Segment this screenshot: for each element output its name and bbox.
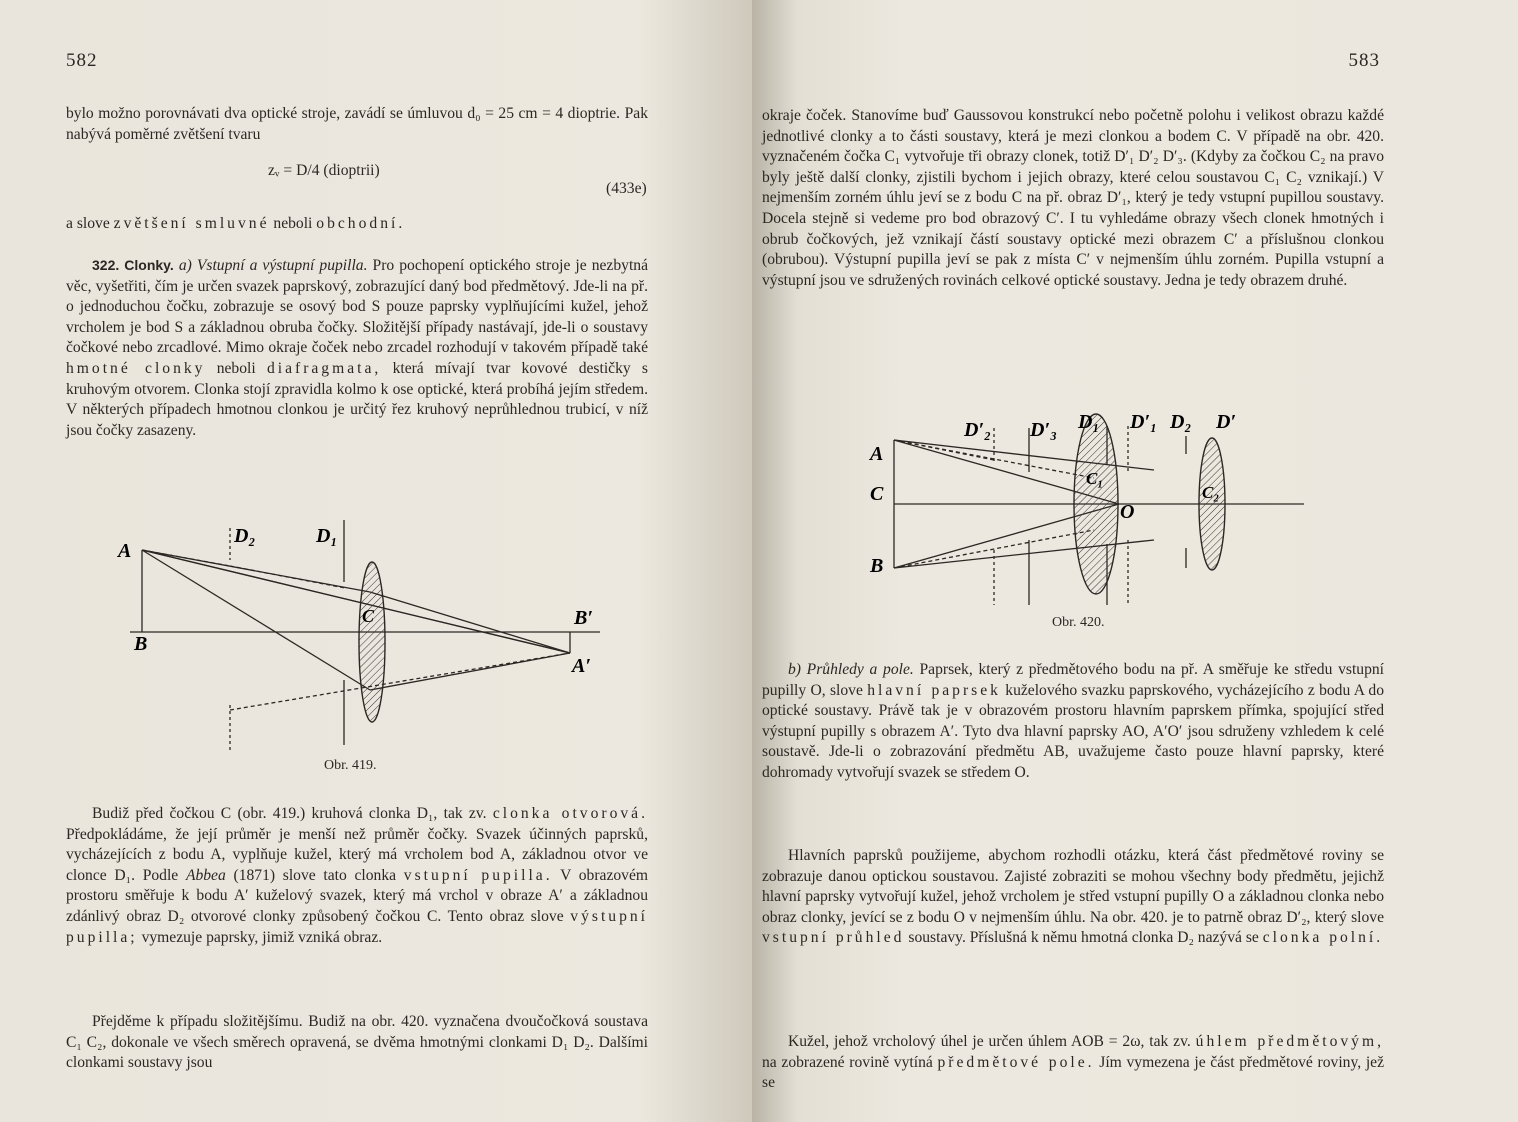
section-322: 322. Clonky. a) Vstupní a výstupní pupilla. Pro pochopení optického stroje je nezbytná věc, vyšetřiti, čím je určen svazek paprskový, zobrazující daný bod předmětový. Jde-li na př. o jednoduchou čočku, zobrazuje se osový bod S pouze paprsky vyplňujícími kužel, jehož vrcholem je bod S a základnou obruba čočky. Složitější případy nastávají, jde-li o soustavy čočkové nebo zrcadlové. Mimo okraje čoček nebo zrcadel rozhodují v takovém případě také hmotné clonky neboli diafragmata, která mívají tvar kovové destičky s kruhovým otvorem. Clonka stojí zpravidla kolmo k ose optické, která probíhá jejím středem. V některých případech hmotnou clonkou je určitý řez kruhový neprůhlednou trubicí, v níž jsou čočky zasazeny. bbox=[66, 257, 648, 439]
lens-c1 bbox=[1074, 414, 1118, 594]
left-page bbox=[0, 0, 752, 1122]
figure-420 bbox=[864, 400, 1324, 620]
label-d1: D₁ bbox=[316, 525, 338, 547]
label-d2: D₂ bbox=[1170, 411, 1192, 433]
right-para-1: okraje čoček. Stanovíme buď Gaussovou konstrukcí nebo početně polohu i velikost obrazu každé jednotlivé clonky a to části soustavy, která je mezi clonkou a bodem C. V případě na obr. 420. vyznačeném čočka C₁ vytvořuje tři obrazy clonek, totiž D′₁ D′₂ D′₃. (Kdyby za čočkou C₂ na pravo byly ještě další clonky, zjistili bychom i jejich obrazy, které celou soustavou C₁ C₂ vznikají.) V nejmenším zorném úhlu jeví se z bodu C na př. obraz D′₁, který je tedy vstupní pupillou soustavy. Docela stejně si vedeme pro bod obrazový C′. I tu vyhledáme obrazy všech clonek hmotných i obrub čočkových, jež vznikají částí soustavy optické mezi obrazem C′ a příslušnou clonkou (obrubou). Výstupní pupilla jeví se pak z místa C′ v nejmenším úhlu zorném. Pupilla vstupní a výstupní jsou ve sdružených rovinách celkové optické soustavy. Jedna je tedy obrazem druhé. bbox=[762, 107, 1384, 289]
left-para-5: Přejděme k případu složitějšímu. Budiž na obr. 420. vyznačena dvoučočková soustava C₁ C₂, dokonale ve všech směrech opravená, se dvěma hmotnými clonkami D₁ D₂. Dalšími clonkami soustavy jsou bbox=[66, 1013, 648, 1072]
lens-c2 bbox=[1199, 438, 1225, 570]
label-c2: C₂ bbox=[1202, 483, 1220, 502]
lens-c bbox=[359, 562, 385, 722]
label-d1: D₁ bbox=[1078, 411, 1100, 433]
label-dp1: D′₁ bbox=[1130, 411, 1158, 433]
label-b: B bbox=[134, 633, 148, 655]
page-number-right: 583 bbox=[1348, 50, 1380, 71]
left-para-2: a slove zvětšení smluvné neboli obchodní. bbox=[66, 215, 406, 232]
label-a: A bbox=[870, 443, 884, 465]
label-b: B bbox=[870, 555, 884, 577]
label-c: C bbox=[870, 483, 884, 505]
left-para-4: Budiž před čočkou C (obr. 419.) kruhová clonka D₁, tak zv. clonka otvorová. Předpokládáme, že její průměr je menší než průměr čočky. Svazek účinných paprsků, vycházejících z bodu A, vyplňuje kužel, který má vrcholem bod A, základnou otvor ve clonce D₁. Podle Abbea (1871) slove tato clonka vstupní pupilla. V obrazovém prostoru směřuje k bodu A′ kuželový svazek, který má vrchol v obraze A′ a základnou zdánlivý obraz D₂ otvorové clonky způsobený čočkou C. Tento obraz slove výstupní pupilla; vymezuje paprsky, jimiž vzniká obraz. bbox=[66, 805, 649, 946]
label-dp3: D′₃ bbox=[1030, 419, 1058, 441]
page-number-left: 582 bbox=[66, 50, 98, 71]
left-para-1: bylo možno porovnávati dva optické stroje, zavádí se úmluvou d₀ = 25 cm = 4 dioptrie. Pak nabývá poměrné zvětšení tvaru bbox=[66, 105, 648, 143]
right-page bbox=[752, 0, 1518, 1122]
label-dp: D′ bbox=[1216, 411, 1237, 433]
label-d2: D₂ bbox=[234, 525, 256, 547]
right-para-2: b) Průhledy a pole. Paprsek, který z předmětového bodu na př. A směřuje ke středu vstupní pupilly O, slove hlavní paprsek kuželového svazku paprskového, vycházejícího z bodu A do optické soustavy. Právě tak je v obrazovém prostoru hlavním paprskem přímka, spojující střed výstupní pupilly s obrazem A′. Tyto dva hlavní paprsky AO, A′O′ jsou sdruženy vzhledem k celé soustavě. Jde-li o zobrazování předmětu AB, uvažujeme často pouze hlavní paprsky, které dohromady vytvořují svazek se středem O. bbox=[762, 661, 1384, 781]
section-subheading: a) Vstupní a výstupní pupilla. bbox=[178, 257, 368, 274]
equation: zᵥ = D/4 (dioptrii) bbox=[268, 162, 380, 179]
right-para-4: Kužel, jehož vrcholový úhel je určen úhlem AOB = 2ω, tak zv. úhlem předmětovým, na zobrazené rovině vytíná předmětové pole. Jím vymezena je část předmětové roviny, jež se bbox=[762, 1033, 1384, 1092]
right-para-3: Hlavních paprsků použijeme, abychom rozhodli otázku, která část předmětové roviny se zobrazuje danou optickou soustavou. Zajisté zobraziti se mohou všechny body předmětu, jejichž hlavní paprsky vytvořují kužel, jehož vrcholem je střed vstupní pupilly O a základnou clonka nebo obraz clonky, jevící se z bodu O v nejmenším úhlu. Na obr. 420. je to patrně obraz D′₂, který slove vstupní průhled soustavy. Příslušná k němu hmotná clonka D₂ nazývá se clonka polní. bbox=[762, 847, 1384, 947]
section-heading: 322. Clonky. bbox=[92, 257, 174, 273]
label-a-prime: A′ bbox=[572, 655, 591, 677]
equation-number: (433e) bbox=[606, 180, 647, 197]
label-o: O bbox=[1120, 501, 1135, 523]
label-b-prime: B′ bbox=[574, 607, 593, 629]
label-c1: C₁ bbox=[1086, 469, 1104, 488]
label-c: C bbox=[362, 606, 375, 626]
label-dp2: D′₂ bbox=[964, 419, 992, 441]
caption-420: Obr. 420. bbox=[1052, 615, 1105, 630]
figure-419 bbox=[100, 510, 620, 760]
caption-419: Obr. 419. bbox=[324, 758, 377, 773]
label-a: A bbox=[118, 540, 132, 562]
